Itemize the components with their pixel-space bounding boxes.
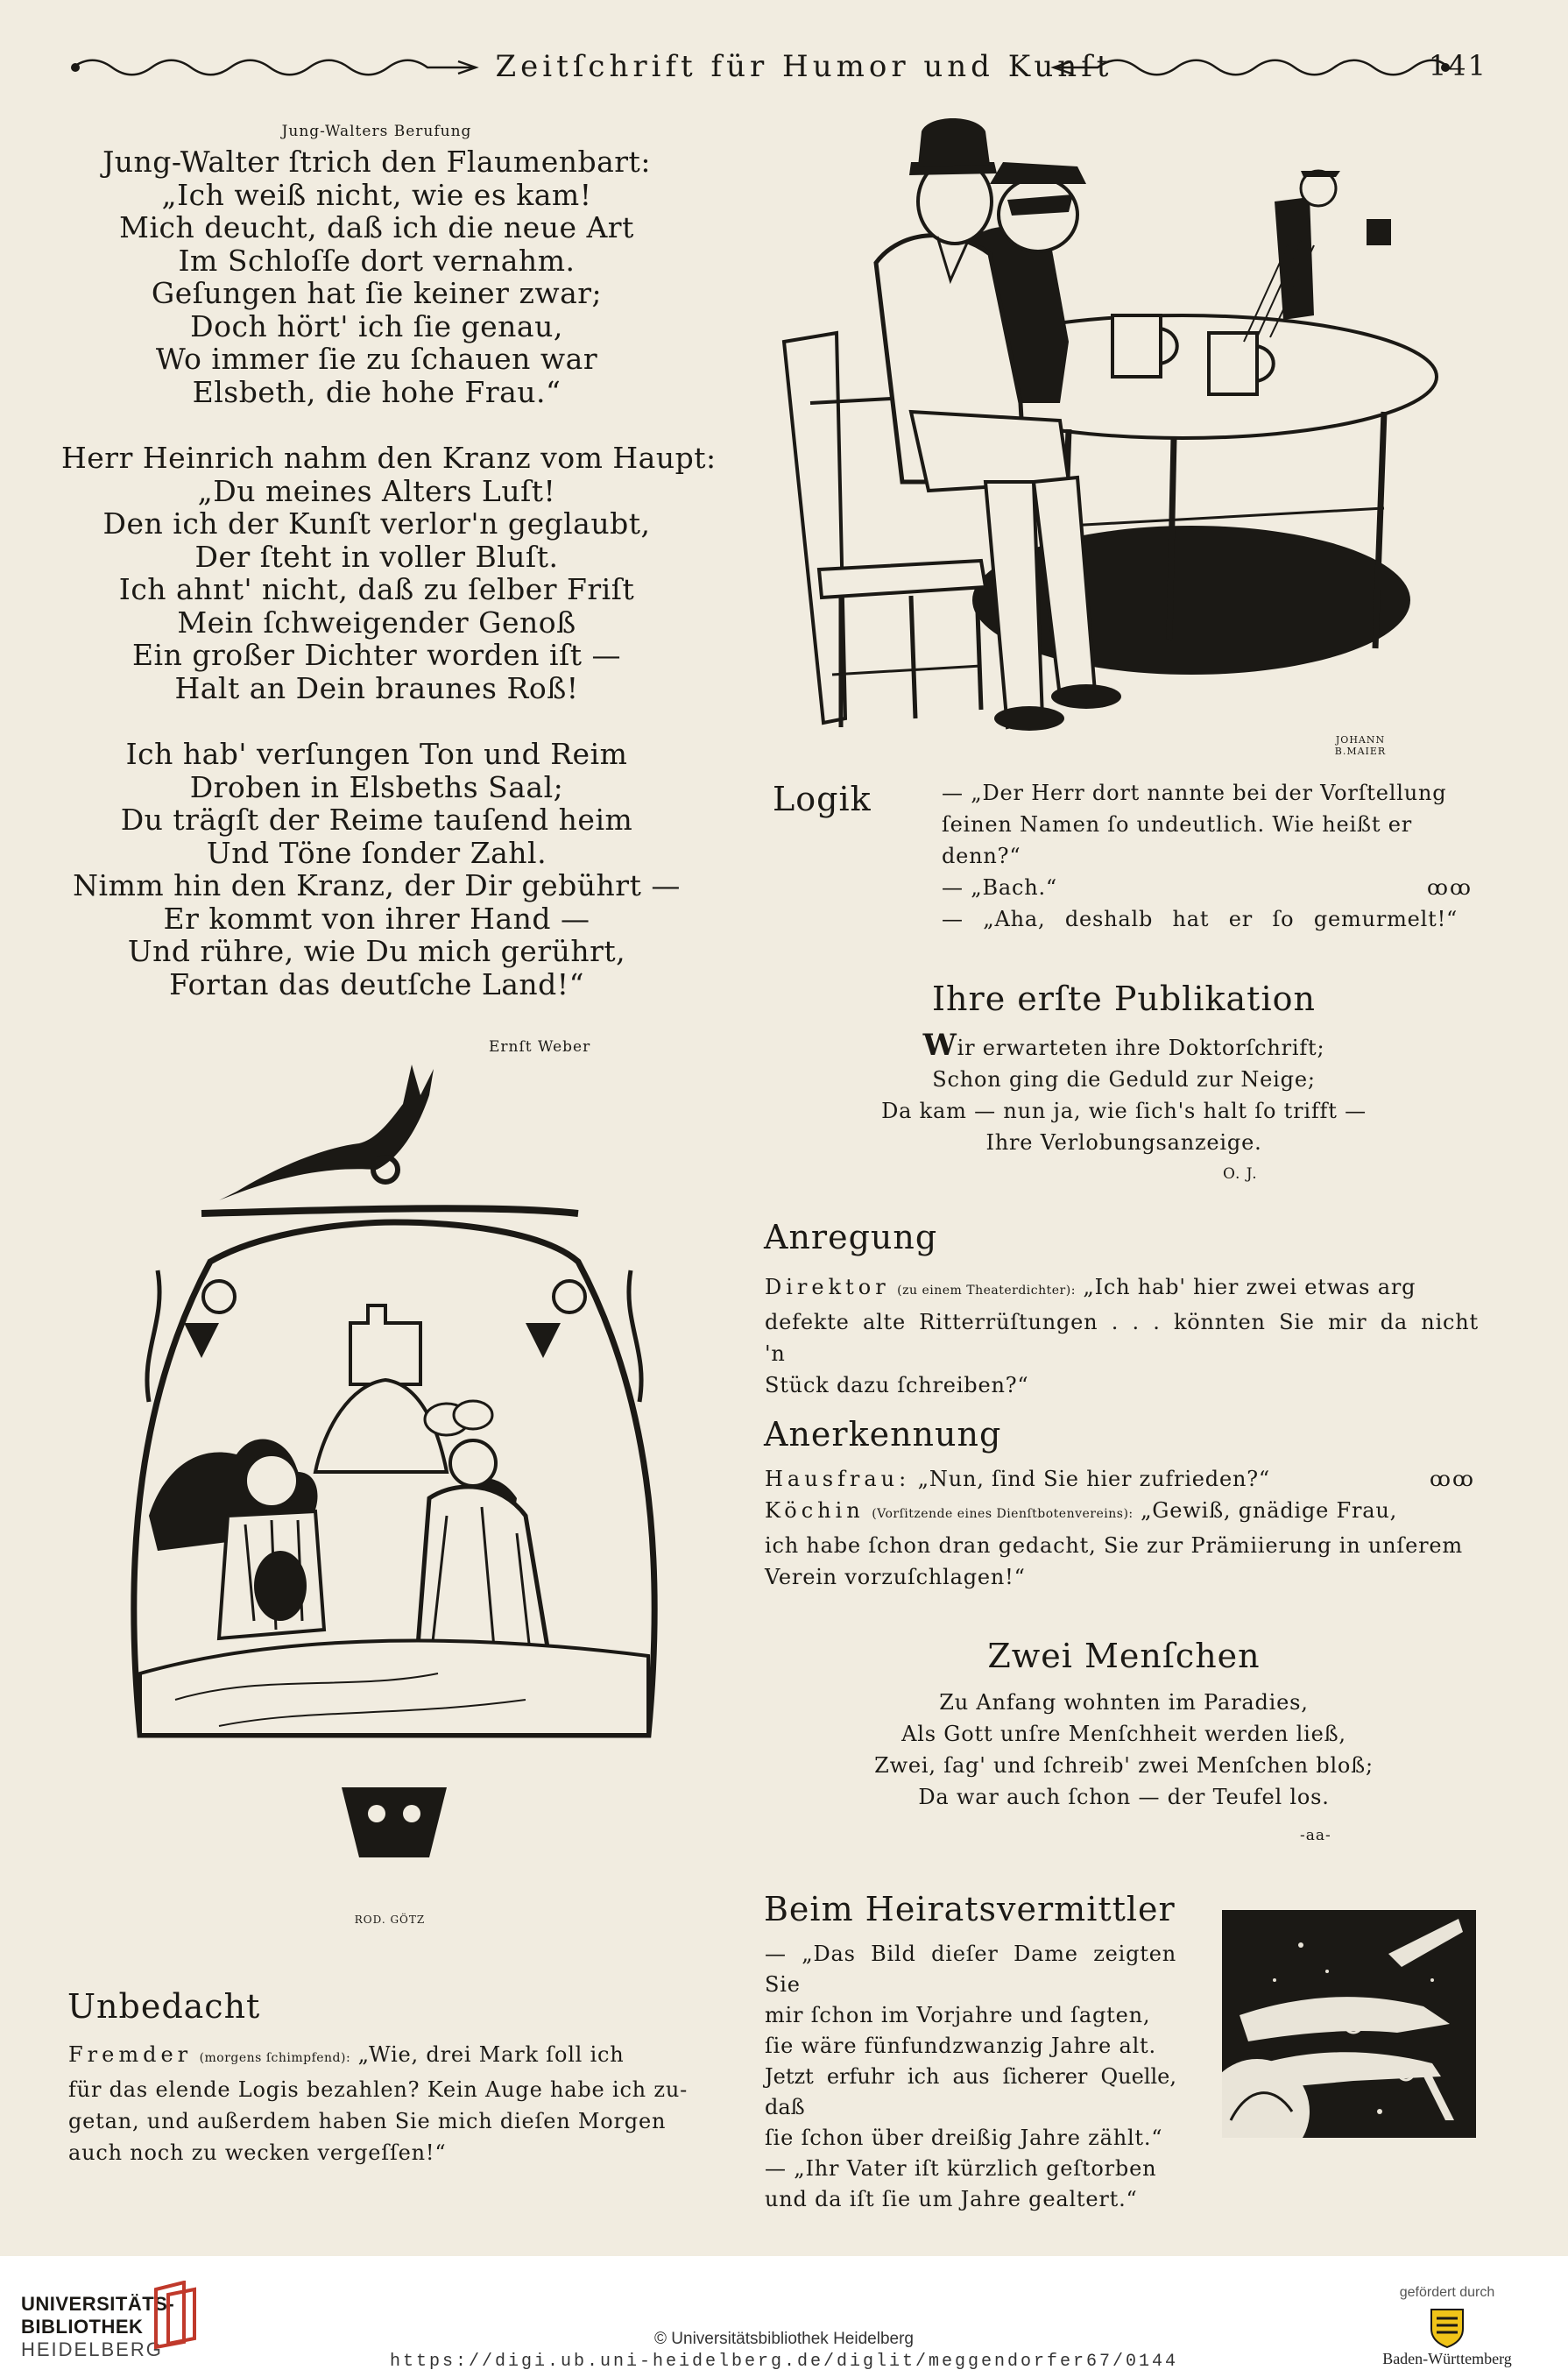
unbedacht-speaker: Fremder <box>68 2042 193 2067</box>
menschen-heading: Zwei Menſchen <box>987 1637 1261 1675</box>
heirat-illustration <box>1222 1910 1476 2138</box>
logik-text <box>942 777 1476 935</box>
funder-name: Baden-Württemberg <box>1382 2350 1512 2367</box>
anerkennung-heading: Anerkennung <box>764 1415 1002 1454</box>
ornament-mark-icon: ꝏꝏ <box>1430 1467 1475 1491</box>
poem-line: Den ich der Kunſt verlor'n geglaubt, <box>102 506 651 541</box>
illustration-credit: JOHANN B.MAIER <box>1334 734 1387 757</box>
left-ornament-icon <box>68 58 480 77</box>
unbedacht-text: Fremder (morgens ſchimpfend): „Wie, drei Mark ſoll ich für das elende Logis bezahlen? Kein Auge habe ich zu- getan, und außerdem haben Sie mich dieſen Morgen auch noch zu wecken vergeſſen!“ <box>68 2042 688 2165</box>
menschen-line: Zwei, ſag' und ſchreib' zwei Menſchen bloß; <box>874 1753 1374 1778</box>
anregung-speaker: Direktor <box>765 1275 890 1299</box>
publikation-line: Schon ging die Geduld zur Neige; <box>932 1067 1316 1092</box>
anregung-heading: Anregung <box>764 1218 938 1256</box>
anerkennung-stage-note: (Vorſitzende eines Dienſtbotenvereins): <box>872 1507 1134 1521</box>
logik-line: — „Aha, deshalb hat er ſo gemurmelt!“ <box>942 907 1459 931</box>
publikation-poem <box>771 1029 1477 1158</box>
poem-line: Wo immer ſie zu ſchauen war <box>155 342 598 376</box>
unbedacht-stage-note: (morgens ſchimpfend): <box>199 2051 351 2065</box>
anerkennung-text: Hausfrau: „Nun, ſind Sie hier zufrieden?“ ꝏꝏ Köchin (Vorſitzende eines Dienſtbotenvereins): „Gewiß, gnädige Frau, ich habe ſchon dran gedacht, Sie zur Prämiierung in unſerem Verein vorzuſchlagen!“ <box>765 1463 1479 1593</box>
poem-line: Geſungen hat ſie keiner zwar; <box>151 276 603 310</box>
anerkennung-speaker: Köchin <box>765 1498 865 1523</box>
ornament-mark-icon: ꝏꝏ <box>1427 875 1473 900</box>
logik-line: ſeinen Namen ſo undeutlich. Wie heißt er denn?“ <box>942 812 1412 868</box>
poem-line: Er kommt von ihrer Hand — <box>163 901 590 936</box>
anregung-text: Direktor (zu einem Theaterdichter): „Ich hab' hier zwei etwas arg defekte alte Ritterrüſtungen . . . könnten Sie mir da nicht 'n Stück dazu ſchreiben?“ <box>765 1275 1479 1397</box>
cafe-illustration <box>771 114 1498 753</box>
heirat-heading: Beim Heiratsvermittler <box>764 1890 1176 1928</box>
menschen-line: Da war auch ſchon — der Teufel los. <box>918 1785 1330 1809</box>
unbedacht-heading: Unbedacht <box>67 1987 261 2026</box>
poem-line: Du trägſt der Reime tauſend heim <box>120 803 633 837</box>
publikation-line: Da kam — nun ja, wie ſich's halt ſo trifft — <box>881 1099 1367 1123</box>
menschen-line: Zu Anfang wohnten im Paradies, <box>939 1690 1309 1715</box>
poem-line: Droben in Elsbeths Saal; <box>189 769 564 804</box>
publikation-initial: W <box>922 1028 957 1063</box>
minstrel-credit: ROD. GÖTZ <box>354 1914 426 1926</box>
poem-line: Halt an Dein braunes Roß! <box>174 670 579 705</box>
heirat-text: — „Das Bild dieſer Dame zeigten Sie mir ſchon im Vorjahre und ſagten, ſie wäre fünfundzwanzig Jahre alt. Jetzt erfuhr ich aus ſicherer Quelle, daß ſie ſchon über dreißig Jahre zählt.“ — „Ihr Vater iſt kürzlich geſtorben und da iſt ſie um Jahre gealtert.“ <box>765 1942 1176 2211</box>
dark-scene-image <box>1222 1910 1476 2138</box>
funded-by-label: gefördert durch <box>1399 2285 1495 2300</box>
poem-jung-walters-berufung <box>61 123 717 1001</box>
minstrel-illustration <box>88 1060 701 1936</box>
poem-author: Ernſt Weber <box>489 1038 591 1056</box>
poem-line: „Du meines Alters Luſt! <box>197 473 556 508</box>
page-number: 141 <box>1428 49 1487 82</box>
poem-line: Doch hört' ich ſie genau, <box>190 308 563 343</box>
right-ornament-icon <box>1049 58 1452 77</box>
minstrel-scene-image <box>88 1060 701 1936</box>
poem-line: Im Schloſſe dort vernahm. <box>178 243 576 278</box>
magazine-title: Zeitſchrift für Humor und Kunſt <box>495 49 1113 84</box>
publikation-line: Ihre Verlobungsanzeige. <box>985 1130 1262 1155</box>
men-at-table-image <box>771 114 1498 753</box>
logik-line: — „Bach.“ <box>942 875 1058 900</box>
poem-line: Der ſteht in voller Bluſt. <box>194 539 559 574</box>
state-crest-icon[interactable] <box>1428 2306 1466 2348</box>
poem-line: Elsbeth, die hohe Frau.“ <box>192 374 562 409</box>
library-name[interactable]: UNIVERSITÄTS- BIBLIOTHEK HEIDELBERG <box>21 2293 175 2360</box>
poem-line: Mich deucht, daß ich die neue Art <box>119 210 634 244</box>
page-header <box>68 51 1487 86</box>
poem-line: Jung-Walter ſtrich den Flaumenbart: <box>102 145 651 179</box>
poem-line: Ich ahnt' nicht, daß zu ſelber Friſt <box>118 572 635 606</box>
publikation-heading: Ihre erſte Publikation <box>932 980 1316 1018</box>
anerkennung-speaker: Hausfrau: <box>765 1467 911 1491</box>
poem-label: Jung-Walters Berufung <box>281 123 472 140</box>
logik-line: — „Der Herr dort nannte bei der Vorſtellung <box>942 781 1447 805</box>
permalink-url[interactable]: https://digi.ub.uni-heidelberg.de/diglit/meggendorfer67/0144 <box>389 2352 1179 2372</box>
poem-line: Ich hab' verſungen Ton und Reim <box>125 737 628 771</box>
poem-line: „Ich weiß nicht, wie es kam! <box>161 177 592 212</box>
poem-line: Herr Heinrich nahm den Kranz vom Haupt: <box>61 441 717 475</box>
menschen-signature: -aa- <box>1300 1827 1331 1844</box>
poem-line: Mein ſchweigender Genoß <box>177 605 576 640</box>
publikation-signature: O. J. <box>1223 1165 1258 1183</box>
logik-heading: Logik <box>773 780 872 818</box>
publikation-line: ir erwarteten ihre Doktorſchrift; <box>957 1036 1325 1060</box>
poem-line: Ein großer Dichter worden iſt — <box>131 638 622 672</box>
poem-line: Fortan das deutſche Land!“ <box>169 966 584 1001</box>
anregung-stage-note: (zu einem Theaterdichter): <box>897 1284 1076 1298</box>
menschen-line: Als Gott unſre Menſchheit werden ließ, <box>901 1722 1346 1746</box>
copyright-text: © Universitätsbibliothek Heidelberg <box>654 2330 914 2348</box>
copyright-info <box>0 2328 1568 2373</box>
menschen-poem <box>771 1687 1477 1813</box>
poem-line: Nimm hin den Kranz, der Dir gebührt — <box>73 868 681 902</box>
poem-line: Und rühre, wie Du mich gerührt, <box>127 934 626 968</box>
poem-line: Und Töne ſonder Zahl. <box>206 835 547 870</box>
